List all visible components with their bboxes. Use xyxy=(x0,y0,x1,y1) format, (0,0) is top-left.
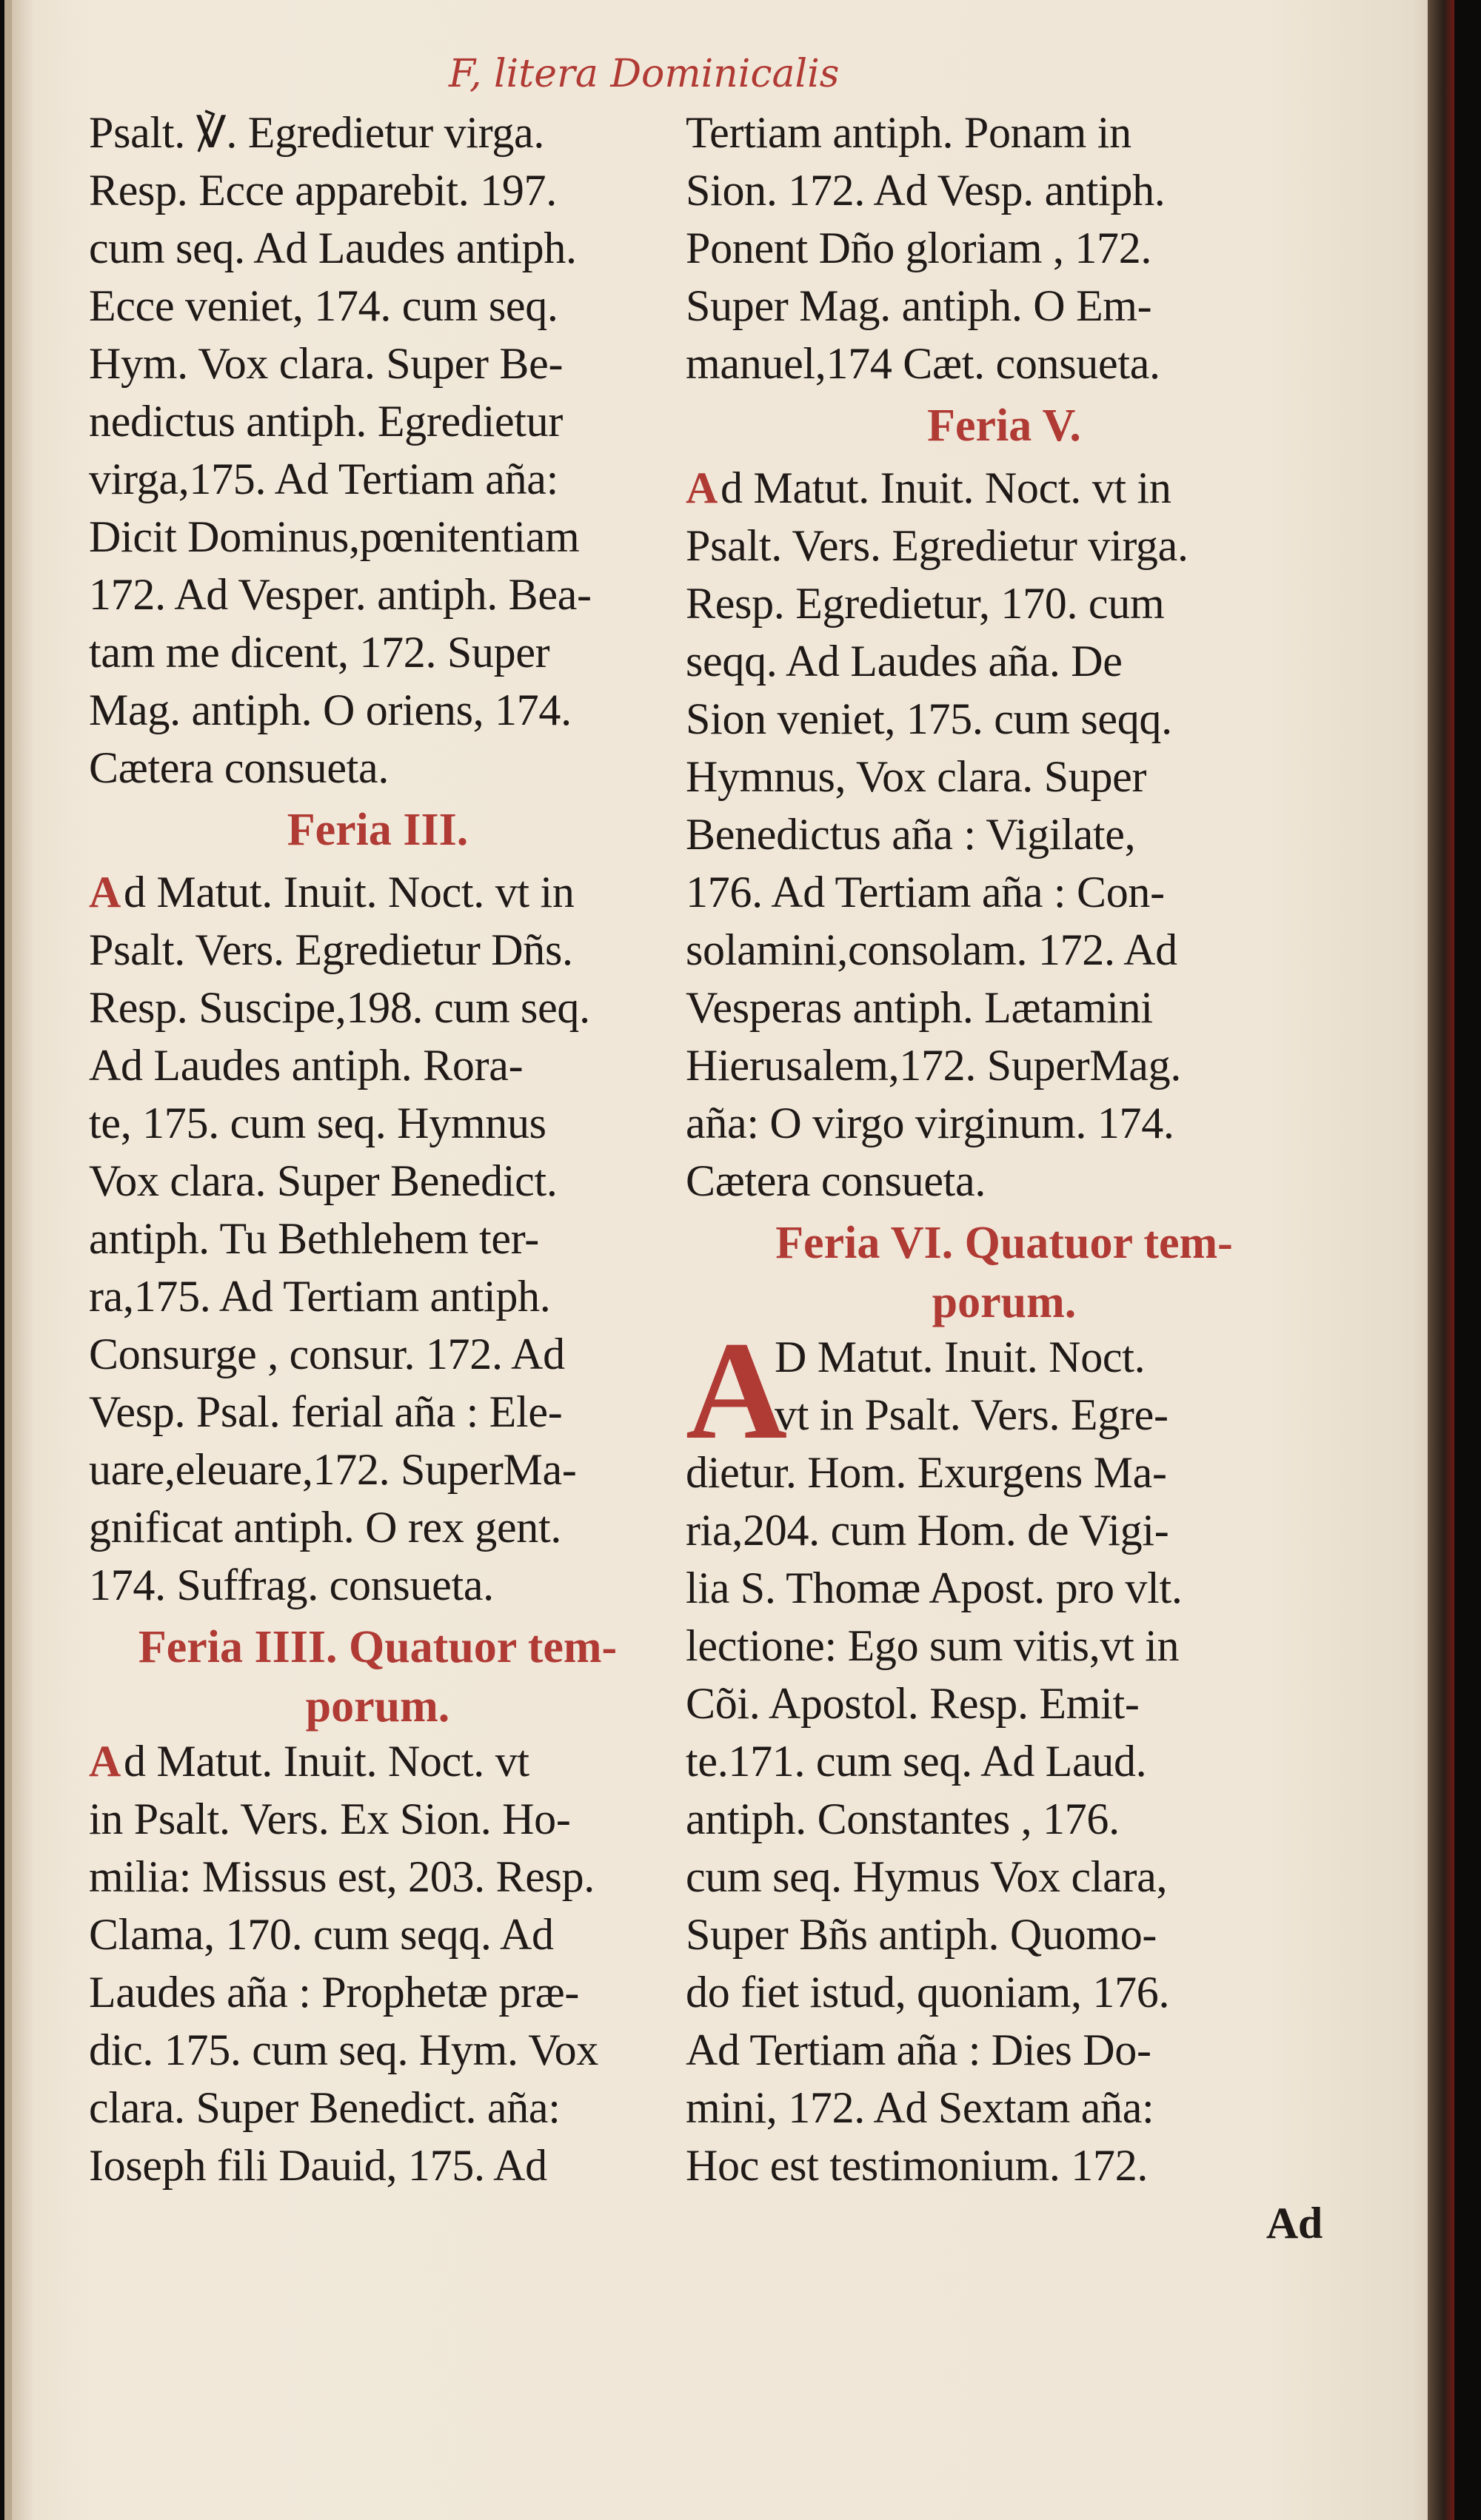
text-line: Hymnus, Vox clara. Super xyxy=(686,752,1147,801)
text-line: lia S. Thomæ Apost. pro vlt. xyxy=(686,1564,1183,1612)
right-block-3 xyxy=(686,1313,1323,2252)
text-line: manuel,174 Cæt. consueta. xyxy=(686,339,1160,388)
text-line: cum seq. Ad Laudes antiph. xyxy=(89,224,577,272)
left-column xyxy=(89,104,666,2458)
catchword: Ad xyxy=(1266,2199,1323,2248)
section-heading-feria-iii: Feria III. xyxy=(287,805,469,855)
text-line: dic. 175. cum seq. Hym. Vox xyxy=(89,2025,598,2074)
right-block-2 xyxy=(686,459,1323,1210)
text-line-with-initial xyxy=(89,863,666,921)
text-line: aña: O virgo virginum. 174. xyxy=(686,1099,1174,1147)
text-line: antiph. Tu Bethlehem ter- xyxy=(89,1214,539,1263)
text-line: milia: Missus est, 203. Resp. xyxy=(89,1852,595,1901)
text-line: Cætera consueta. xyxy=(686,1156,986,1205)
right-block-1 xyxy=(686,104,1323,392)
text-line: do fiet istud, quoniam, 176. xyxy=(686,1968,1170,2017)
text-line: ria,204. cum Hom. de Vigi- xyxy=(686,1506,1169,1555)
text-line: gnificat antiph. O rex gent. xyxy=(89,1503,562,1552)
text-line: Clama, 170. cum seqq. Ad xyxy=(89,1910,554,1959)
decorated-initial: A xyxy=(686,1313,788,1469)
binding-gutter xyxy=(4,0,12,2520)
text-line: Resp. Suscipe,198. cum seq. xyxy=(89,983,590,1032)
text-line-rest: d Matut. Inuit. Noct. vt xyxy=(124,1737,529,1786)
section-heading-feria-vi-cont: porum. xyxy=(932,1277,1077,1327)
section-heading-feria-iiii: Feria IIII. Quatuor tem- xyxy=(138,1622,618,1672)
section-heading-feria-v: Feria V. xyxy=(927,401,1081,451)
text-line: clara. Super Benedict. aña: xyxy=(89,2083,561,2132)
catchword-line xyxy=(686,2194,1323,2252)
text-line-rest: d Matut. Inuit. Noct. vt in xyxy=(721,463,1171,512)
text-line: lectione: Ego sum vitis,vt in xyxy=(686,1621,1180,1670)
text-line: Vesp. Psal. ferial aña : Ele- xyxy=(89,1387,563,1436)
text-line: mini, 172. Ad Sextam aña: xyxy=(686,2083,1154,2132)
text-line: Vox clara. Super Benedict. xyxy=(89,1156,558,1205)
left-block-1 xyxy=(89,104,666,797)
text-line: te, 175. cum seq. Hymnus xyxy=(89,1099,546,1147)
text-line: 174. Suffrag. consueta. xyxy=(89,1561,494,1609)
initial-letter: A xyxy=(89,868,121,916)
text-line: Tertiam antiph. Ponam in xyxy=(686,108,1131,157)
text-line: uare,eleuare,172. SuperMa- xyxy=(89,1445,577,1494)
initial-letter: A xyxy=(89,1737,121,1786)
text-line: Sion veniet, 175. cum seqq. xyxy=(686,694,1172,743)
text-line: Hym. Vox clara. Super Be- xyxy=(89,339,564,388)
running-head: F, litera Dominicalis xyxy=(449,52,840,96)
text-line: Laudes aña : Prophetæ præ- xyxy=(89,1968,580,2017)
text-line: Super Bñs antiph. Quomo- xyxy=(686,1910,1157,1959)
text-line: Psalt. ℣. Egredietur virga. xyxy=(89,108,545,157)
text-line: te.171. cum seq. Ad Laud. xyxy=(686,1737,1147,1786)
text-line: Cætera consueta. xyxy=(89,743,390,792)
text-line: Hoc est testimonium. 172. xyxy=(686,2141,1149,2190)
right-column xyxy=(686,104,1323,2458)
text-line: Resp. Ecce apparebit. 197. xyxy=(89,166,557,215)
text-line: Ad Laudes antiph. Rora- xyxy=(89,1041,524,1090)
text-line: Ad Tertiam aña : Dies Do- xyxy=(686,2025,1151,2074)
text-line-rest: d Matut. Inuit. Noct. vt in xyxy=(124,868,575,916)
text-line: nedictus antiph. Egredietur xyxy=(89,397,564,446)
text-line: Resp. Egredietur, 170. cum xyxy=(686,579,1165,628)
left-block-3 xyxy=(89,1732,666,2194)
text-line: ra,175. Ad Tertiam antiph. xyxy=(89,1272,551,1321)
text-line: Ponent Dño gloriam , 172. xyxy=(686,224,1152,272)
text-line: Benedictus aña : Vigilate, xyxy=(686,810,1136,859)
text-line: Vesperas antiph. Lætamini xyxy=(686,983,1153,1032)
text-line: Ecce veniet, 174. cum seq. xyxy=(89,281,558,330)
text-line-with-initial xyxy=(89,1732,666,1790)
text-line: seqq. Ad Laudes aña. De xyxy=(686,637,1123,686)
text-line: in Psalt. Vers. Ex Sion. Ho- xyxy=(89,1795,571,1843)
text-line: Super Mag. antiph. O Em- xyxy=(686,281,1152,330)
text-line: Consurge , consur. 172. Ad xyxy=(89,1330,565,1378)
section-heading-feria-vi: Feria VI. Quatuor tem- xyxy=(775,1218,1233,1268)
page-edge xyxy=(1428,0,1454,2520)
text-line: virga,175. Ad Tertiam aña: xyxy=(89,455,558,503)
book-page xyxy=(4,0,1454,2520)
text-line: 172. Ad Vesper. antiph. Bea- xyxy=(89,570,592,619)
initial-letter: A xyxy=(686,463,718,512)
text-line: vt in Psalt. Vers. Egre- xyxy=(775,1390,1169,1439)
text-line: Hierusalem,172. SuperMag. xyxy=(686,1041,1182,1090)
text-line: dietur. Hom. Exurgens Ma- xyxy=(686,1448,1167,1497)
text-line: Sion. 172. Ad Vesp. antiph. xyxy=(686,166,1166,215)
text-line: cum seq. Hymus Vox clara, xyxy=(686,1852,1168,1901)
text-line: Mag. antiph. O oriens, 174. xyxy=(89,686,572,734)
left-block-2 xyxy=(89,863,666,1614)
text-line: tam me dicent, 172. Super xyxy=(89,628,550,677)
section-heading-feria-iiii-cont: porum. xyxy=(305,1681,450,1732)
text-line: 176. Ad Tertiam aña : Con- xyxy=(686,868,1165,916)
text-line: Dicit Dominus,pœnitentiam xyxy=(89,512,580,561)
text-line: Cõi. Apostol. Resp. Emit- xyxy=(686,1679,1140,1728)
text-line: D Matut. Inuit. Noct. xyxy=(775,1333,1146,1381)
text-line: Ioseph fili Dauid, 175. Ad xyxy=(89,2141,547,2190)
text-line: solamini,consolam. 172. Ad xyxy=(686,925,1177,974)
text-line: antiph. Constantes , 176. xyxy=(686,1795,1120,1843)
text-line: Psalt. Vers. Egredietur Dñs. xyxy=(89,925,573,974)
text-line: Psalt. Vers. Egredietur virga. xyxy=(686,521,1189,570)
text-line-with-initial xyxy=(686,459,1323,517)
